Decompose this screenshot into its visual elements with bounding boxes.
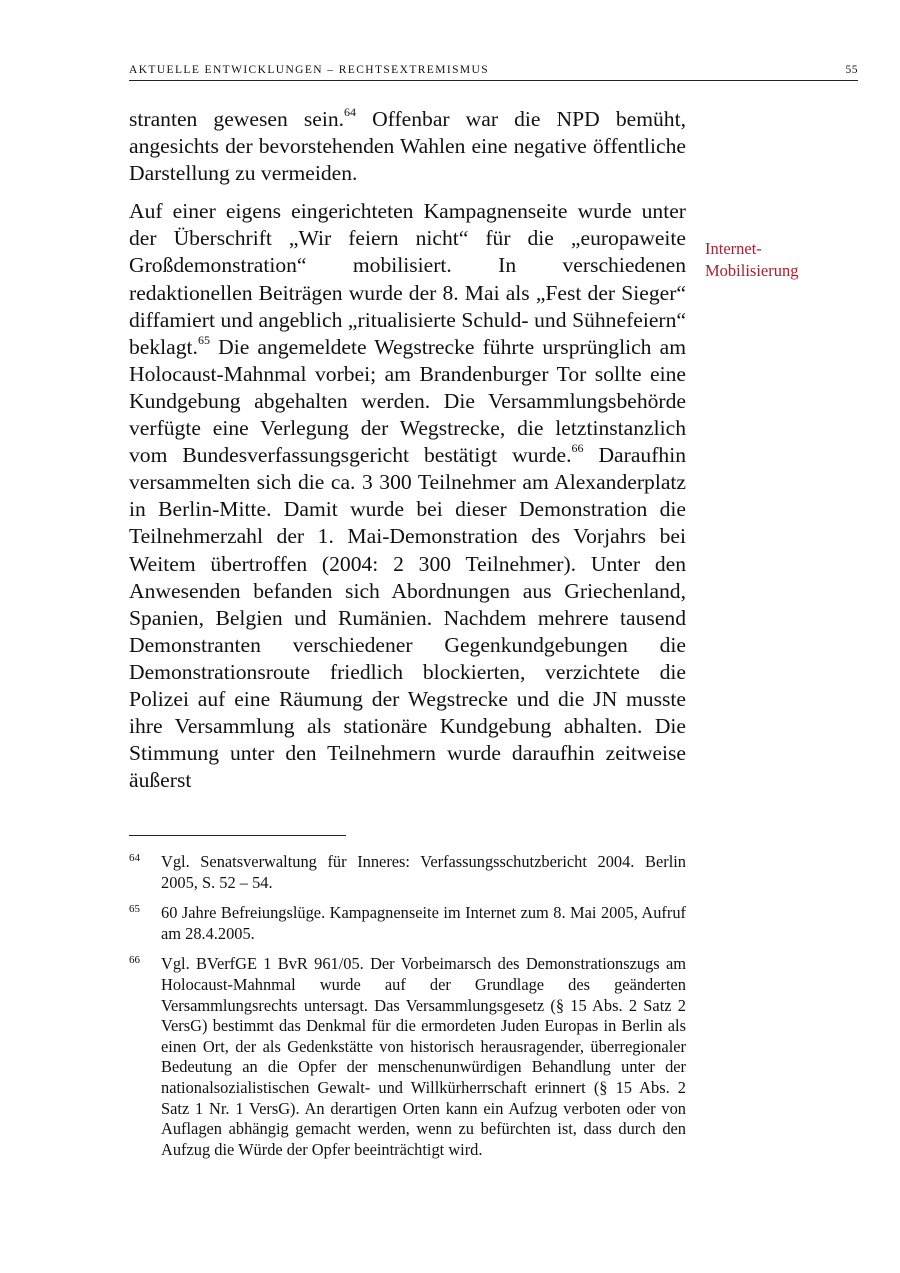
paragraph-1-text-b: Offenbar war die NPD bemüht, angesichts der bevorstehenden Wahlen eine negative öffentliche Darstellung zu vermeiden. [129, 107, 686, 186]
paragraph-1 [129, 106, 686, 187]
footnote-text: Vgl. Senatsverwaltung für Inneres: Verfassungsschutzbericht 2004. Berlin 2005, S. 52 – 54. [161, 852, 686, 892]
footnote-ref-66[interactable]: 66 [571, 440, 584, 455]
footnote-number: 64 [129, 852, 140, 864]
footnote-number: 66 [129, 954, 140, 967]
running-head [129, 62, 858, 81]
footnote-divider [129, 835, 346, 836]
main-text [129, 106, 686, 794]
footnote-ref-65[interactable]: 65 [197, 332, 210, 347]
footnote-number: 65 [129, 903, 140, 916]
footnotes [129, 852, 686, 1170]
paragraph-2-text-b: Die angemeldete Wegstrecke führte ursprünglich am Holocaust-Mahnmal vorbei; am Brandenburger Tor sollte eine Kundgebung abgehalten werden. Die Versammlungsbehörde verfügte eine Verlegung der Wegstrecke, die letztinstanzlich vom Bundesverfassungsgericht bestätigt wurde. [129, 334, 686, 468]
footnote-66 [129, 954, 686, 1160]
footnote-text: 60 Jahre Befreiungslüge. Kampagnenseite im Internet zum 8. Mai 2005, Aufruf am 28.4.2005. [161, 903, 686, 943]
paragraph-1-text-a: stranten gewesen sein. [129, 107, 345, 131]
margin-note-line-2: Mobilisierung [705, 261, 799, 280]
footnote-text: Vgl. BVerfGE 1 BvR 961/05. Der Vorbeimarsch des Demonstrationszugs am Holocaust-Mahnmal wurde auf der Grundlage des geänderten Versammlungsrechts untersagt. Das Versammlungsgesetz (§ 15 Abs. 2 Satz 2 VersG) bestimmt das Denkmal für die ermordeten Juden Europas in Berlin als einen Ort, der als Gedenkstätte von historisch herausragender, überregionaler Bedeutung an die Opfer der menschenunwürdigen Behandlung unter der nationalsozialistischen Gewalt- und Willkürherrschaft erinnert (§ 15 Abs. 2 Satz 1 Nr. 1 VersG). An derartigen Orten kann ein Aufzug verboten oder von Auflagen abhängig gemacht werden, wenn zu befürchten ist, dass durch den Aufzug die Würde der Opfer beeinträchtigt wird. [161, 954, 686, 1159]
running-head-title: AKTUELLE ENTWICKLUNGEN – RECHTSEXTREMISMUS [129, 64, 490, 76]
footnote-ref-64[interactable]: 64 [344, 104, 357, 119]
paragraph-2-text-c: Daraufhin versammelten sich die ca. 3 300 Teilnehmer am Alexanderplatz in Berlin-Mitte. Damit wurde bei dieser Demonstration die Teilnehmerzahl der 1. Mai-Demonstration des Vorjahrs bei Weitem übertroffen (2004: 2 300 Teilnehmer). Unter den Anwesenden befanden sich Abordnungen aus Griechenland, Spanien, Belgien und Rumänien. Nachdem mehrere tausend Demonstranten verschiedener Gegenkundgebungen die Demonstrationsroute friedlich blockierten, verzichtete die Polizei auf eine Räumung der Wegstrecke und die JN musste ihre Versammlung als stationäre Kundgebung abhalten. Die Stimmung unter den Teilnehmern wurde daraufhin zeitweise äußerst [129, 443, 686, 793]
footnote-64 [129, 852, 686, 893]
page-number: 55 [845, 64, 858, 76]
footnote-65 [129, 903, 686, 944]
margin-note-line-1: Internet- [705, 239, 762, 258]
paragraph-2-text-a: Auf einer eigens eingerichteten Kampagnenseite wurde unter der Überschrift „Wir feiern nicht“ für die „europaweite Großdemonstration“ mobilisiert. In verschiedenen redaktionellen Beiträgen wurde der 8. Mai als „Fest der Sieger“ diffamiert und angeblich „ritualisierte Schuld- und Sühnefeiern“ beklagt. [129, 199, 686, 359]
paragraph-2 [129, 198, 686, 794]
margin-note [705, 238, 845, 282]
